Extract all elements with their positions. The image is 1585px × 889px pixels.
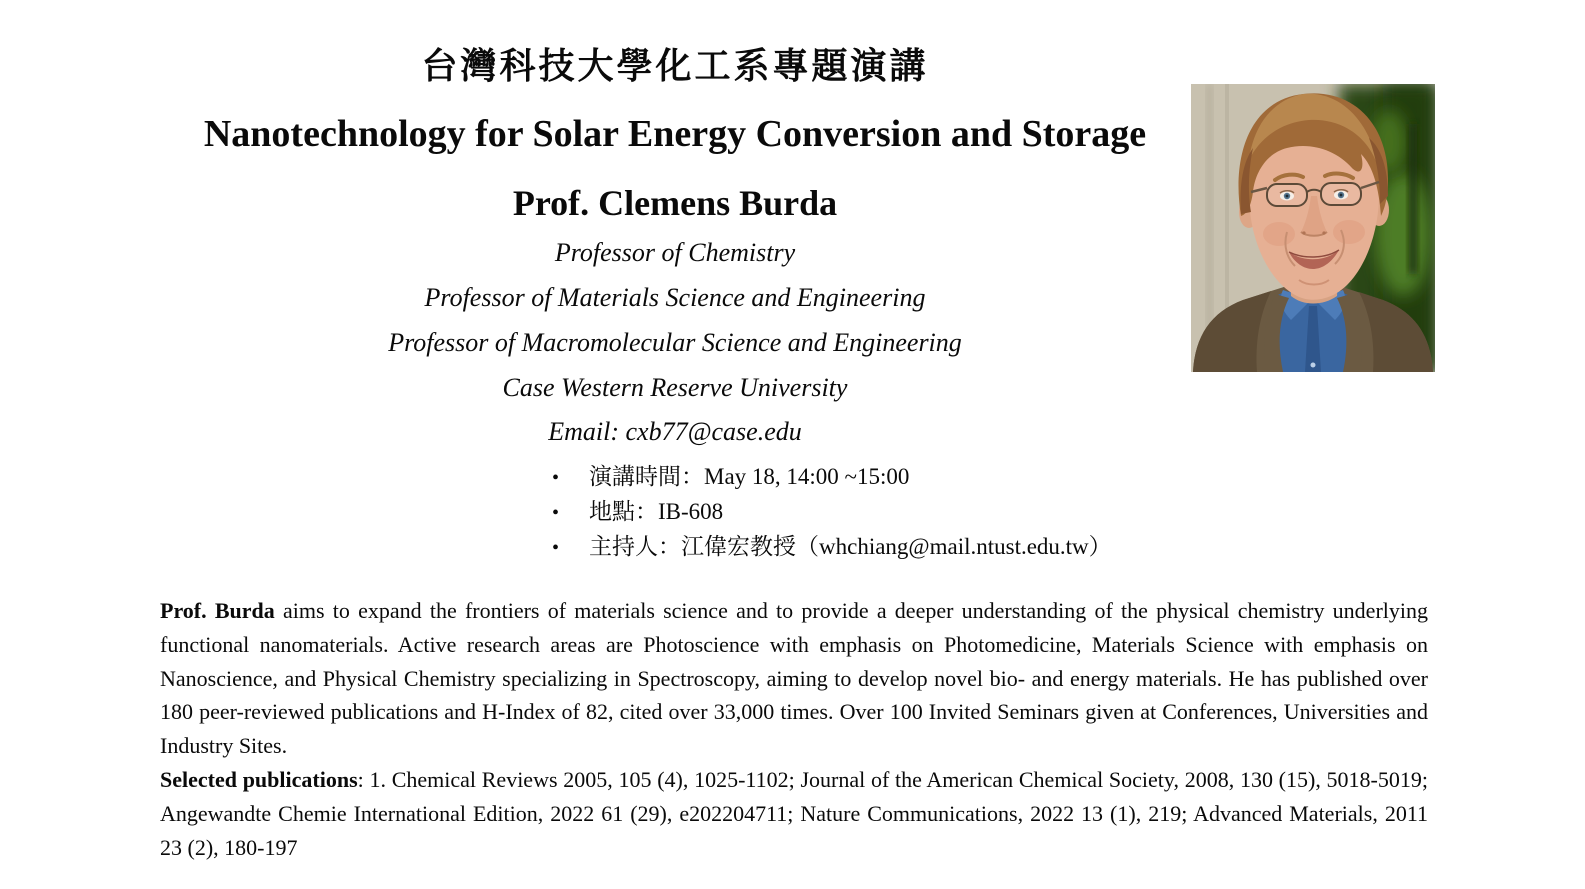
affiliation-line: Professor of Materials Science and Engineering xyxy=(424,283,926,312)
cjk-department-title: 台灣科技大學化工系專題演講 xyxy=(421,46,929,86)
bio-lead: Prof. Burda xyxy=(160,598,275,623)
publications-text: : 1. Chemical Reviews 2005, 105 (4), 1025-1102; Journal of the American Chemical Society, 2008, 130 (15), 5018-5019; Angewandte Chemie International Edition, 2022 61 (29), e202204711; Nature Communications, 2022 13 (1), 219; Advanced Materials, 2011 23 (2), 180-197 xyxy=(160,766,1428,860)
bullet-icon: • xyxy=(552,467,560,489)
list-item-time xyxy=(552,459,1112,494)
publications-paragraph xyxy=(160,763,1428,864)
bio-text: aims to expand the frontiers of materials science and to provide a deeper understanding of the physical chemistry underlying functional nanomaterials. Active research areas are Photoscience with emphasis on Photomedicine, Materials Science with emphasis on Nanoscience, and Physical Chemistry specializing in Spectroscopy, aiming to develop novel bio- and energy materials. He has published over 180 peer-reviewed publications and H-Index of 82, cited over 33,000 times. Over 100 Invited Seminars given at Conferences, Universities and Industry Sites. xyxy=(160,598,1428,759)
publications-lead: Selected publications xyxy=(160,766,358,792)
list-item-host xyxy=(552,529,1112,564)
speaker-name: Prof. Clemens Burda xyxy=(512,183,838,223)
speaker-email-line: Email: cxb77@case.edu xyxy=(548,417,802,446)
event-location: 地點：IB-608 xyxy=(589,499,724,524)
list-item-location xyxy=(552,494,1112,529)
affiliation-line: Professor of Macromolecular Science and Engineering xyxy=(388,328,962,357)
bio-paragraph xyxy=(160,594,1428,763)
bullet-icon: • xyxy=(552,502,560,524)
event-details-list xyxy=(552,459,1112,564)
bullet-icon: • xyxy=(552,537,560,559)
talk-title: Nanotechnology for Solar Energy Conversion and Storage xyxy=(203,113,1147,155)
speaker-portrait-illustration xyxy=(1191,84,1435,372)
event-host: 主持人：江偉宏教授（whchiang@mail.ntust.edu.tw） xyxy=(589,534,1112,559)
speaker-bio-section xyxy=(160,594,1428,864)
event-time: 演講時間：May 18, 14:00 ~15:00 xyxy=(589,464,910,489)
affiliation-line: Case Western Reserve University xyxy=(502,373,848,402)
affiliation-line: Professor of Chemistry xyxy=(554,238,796,267)
speaker-photo xyxy=(1191,84,1435,372)
